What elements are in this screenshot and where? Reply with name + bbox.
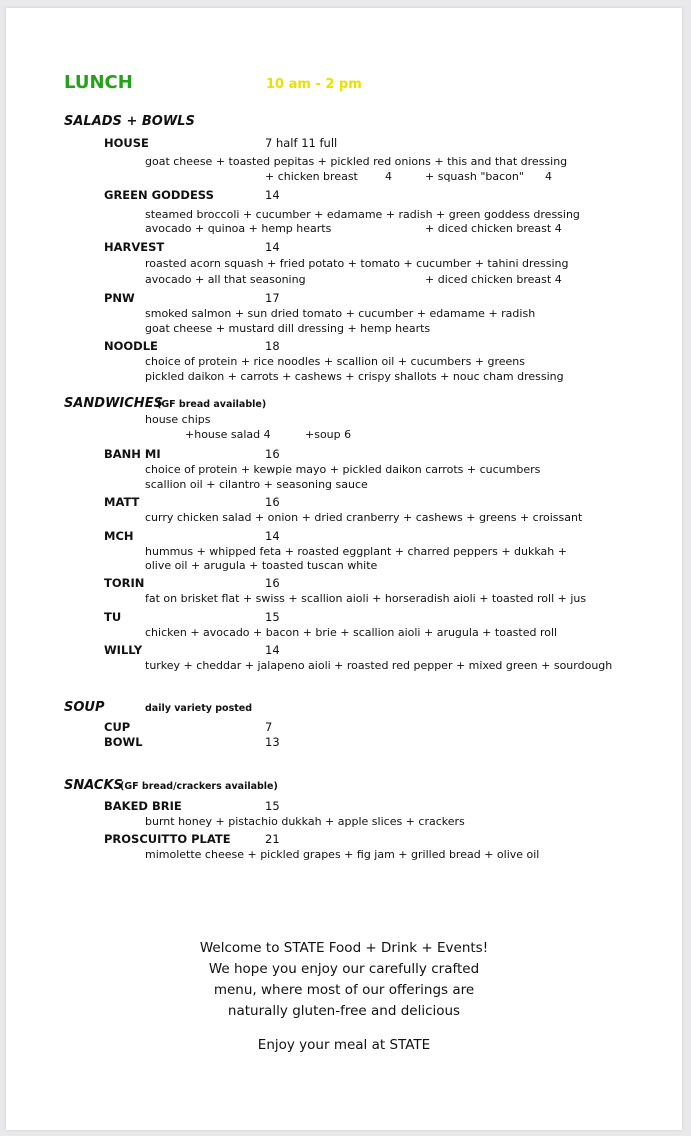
item-desc-mch-2: olive oil + arugula + toasted tuscan white (145, 559, 378, 572)
item-price-noodle: 18 (265, 339, 280, 353)
item-desc-banh-mi-2: scallion oil + cilantro + seasoning sauce (145, 478, 368, 491)
section-note-soup: daily variety posted (145, 703, 253, 714)
item-desc-pnw-1: smoked salmon + sun dried tomato + cucumber + edamame + radish (145, 307, 536, 320)
item-desc-baked-brie: burnt honey + pistachio dukkah + apple slices + crackers (145, 815, 465, 828)
item-name-green-goddess: GREEN GODDESS (104, 188, 214, 202)
item-addon-harvest: + diced chicken breast 4 (425, 273, 562, 286)
item-name-harvest: HARVEST (104, 240, 165, 254)
item-desc-house: goat cheese + toasted pepitas + pickled red onions + this and that dressing (145, 155, 568, 168)
footer-welcome-line-1: Welcome to STATE Food + Drink + Events! (199, 940, 489, 956)
item-desc-green-goddess-2: avocado + quinoa + hemp hearts (145, 222, 332, 235)
item-price-banh-mi: 16 (265, 447, 280, 461)
item-desc-tu: chicken + avocado + bacon + brie + scallion aioli + arugula + toasted roll (145, 626, 558, 639)
item-name-willy: WILLY (104, 643, 143, 657)
menu-hours: 10 am - 2 pm (266, 77, 362, 92)
item-price-cup: 7 (265, 720, 273, 734)
item-price-willy: 14 (265, 643, 280, 657)
item-price-tu: 15 (265, 610, 280, 624)
item-desc-mch-1: hummus + whipped feta + roasted eggplant + charred peppers + dukkah + (145, 545, 567, 558)
section-heading-soup: SOUP (64, 700, 105, 715)
item-desc-matt: curry chicken salad + onion + dried cranberry + cashews + greens + croissant (145, 511, 583, 524)
item-price-harvest: 14 (265, 240, 280, 254)
item-price-mch: 14 (265, 529, 280, 543)
item-addon-house-a-price: 4 (385, 170, 392, 183)
item-name-pnw: PNW (104, 291, 135, 305)
item-name-noodle: NOODLE (104, 339, 158, 353)
item-name-mch: MCH (104, 529, 134, 543)
menu-title: LUNCH (64, 72, 133, 93)
item-name-torin: TORIN (104, 576, 145, 590)
item-name-tu: TU (104, 610, 122, 624)
item-price-bowl: 13 (265, 735, 280, 749)
footer-welcome-line-4: naturally gluten-free and delicious (227, 1003, 461, 1019)
item-name-bowl: BOWL (104, 735, 143, 749)
item-desc-harvest-1: roasted acorn squash + fried potato + tomato + cucumber + tahini dressing (145, 257, 569, 270)
section-note-sandwiches: (GF bread available) (157, 399, 267, 410)
item-desc-green-goddess-1: steamed broccoli + cucumber + edamame + radish + green goddess dressing (145, 208, 580, 221)
item-price-torin: 16 (265, 576, 280, 590)
item-desc-banh-mi-1: choice of protein + kewpie mayo + pickled daikon carrots + cucumbers (145, 463, 541, 476)
sandwich-side-soup: +soup 6 (305, 428, 352, 441)
item-name-cup: CUP (104, 720, 131, 734)
section-heading-salads: SALADS + BOWLS (64, 114, 195, 129)
item-desc-harvest-2: avocado + all that seasoning (145, 273, 306, 286)
item-desc-torin: fat on brisket flat + swiss + scallion aioli + horseradish aioli + toasted roll + jus (145, 592, 587, 605)
item-name-matt: MATT (104, 495, 140, 509)
section-heading-snacks: SNACKS (64, 778, 123, 793)
item-price-matt: 16 (265, 495, 280, 509)
item-price-pnw: 17 (265, 291, 280, 305)
section-note-snacks: (GF bread/crackers available) (120, 781, 278, 792)
item-desc-noodle-2: pickled daikon + carrots + cashews + crispy shallots + nouc cham dressing (145, 370, 564, 383)
item-name-baked-brie: BAKED BRIE (104, 799, 182, 813)
item-addon-house-a: + chicken breast (265, 170, 358, 183)
sandwich-side: house chips (145, 413, 211, 426)
item-addon-house-b: + squash "bacon" (425, 170, 524, 183)
footer-welcome-line-3: menu, where most of our offerings are (213, 982, 475, 998)
item-price-baked-brie: 15 (265, 799, 280, 813)
item-name-banh-mi: BANH MI (104, 447, 161, 461)
item-desc-noodle-1: choice of protein + rice noodles + scallion oil + cucumbers + greens (145, 355, 526, 368)
item-desc-proscuitto-plate: mimolette cheese + pickled grapes + fig jam + grilled bread + olive oil (145, 848, 540, 861)
item-desc-pnw-2: goat cheese + mustard dill dressing + hemp hearts (145, 322, 431, 335)
item-addon-house-b-price: 4 (545, 170, 552, 183)
item-desc-willy: turkey + cheddar + jalapeno aioli + roasted red pepper + mixed green + sourdough (145, 659, 613, 672)
item-price-green-goddess: 14 (265, 188, 280, 202)
item-price-proscuitto-plate: 21 (265, 832, 280, 846)
item-name-proscuitto-plate: PROSCUITTO PLATE (104, 832, 231, 846)
item-name-house: HOUSE (104, 136, 149, 150)
menu-sheet (6, 8, 682, 1130)
item-price-house: 7 half 11 full (265, 136, 338, 150)
item-addon-green-goddess: + diced chicken breast 4 (425, 222, 562, 235)
section-heading-sandwiches: SANDWICHES (64, 396, 163, 411)
footer-enjoy: Enjoy your meal at STATE (257, 1037, 431, 1053)
sandwich-side-salad: +house salad 4 (185, 428, 271, 441)
footer-welcome-line-2: We hope you enjoy our carefully crafted (208, 961, 480, 977)
